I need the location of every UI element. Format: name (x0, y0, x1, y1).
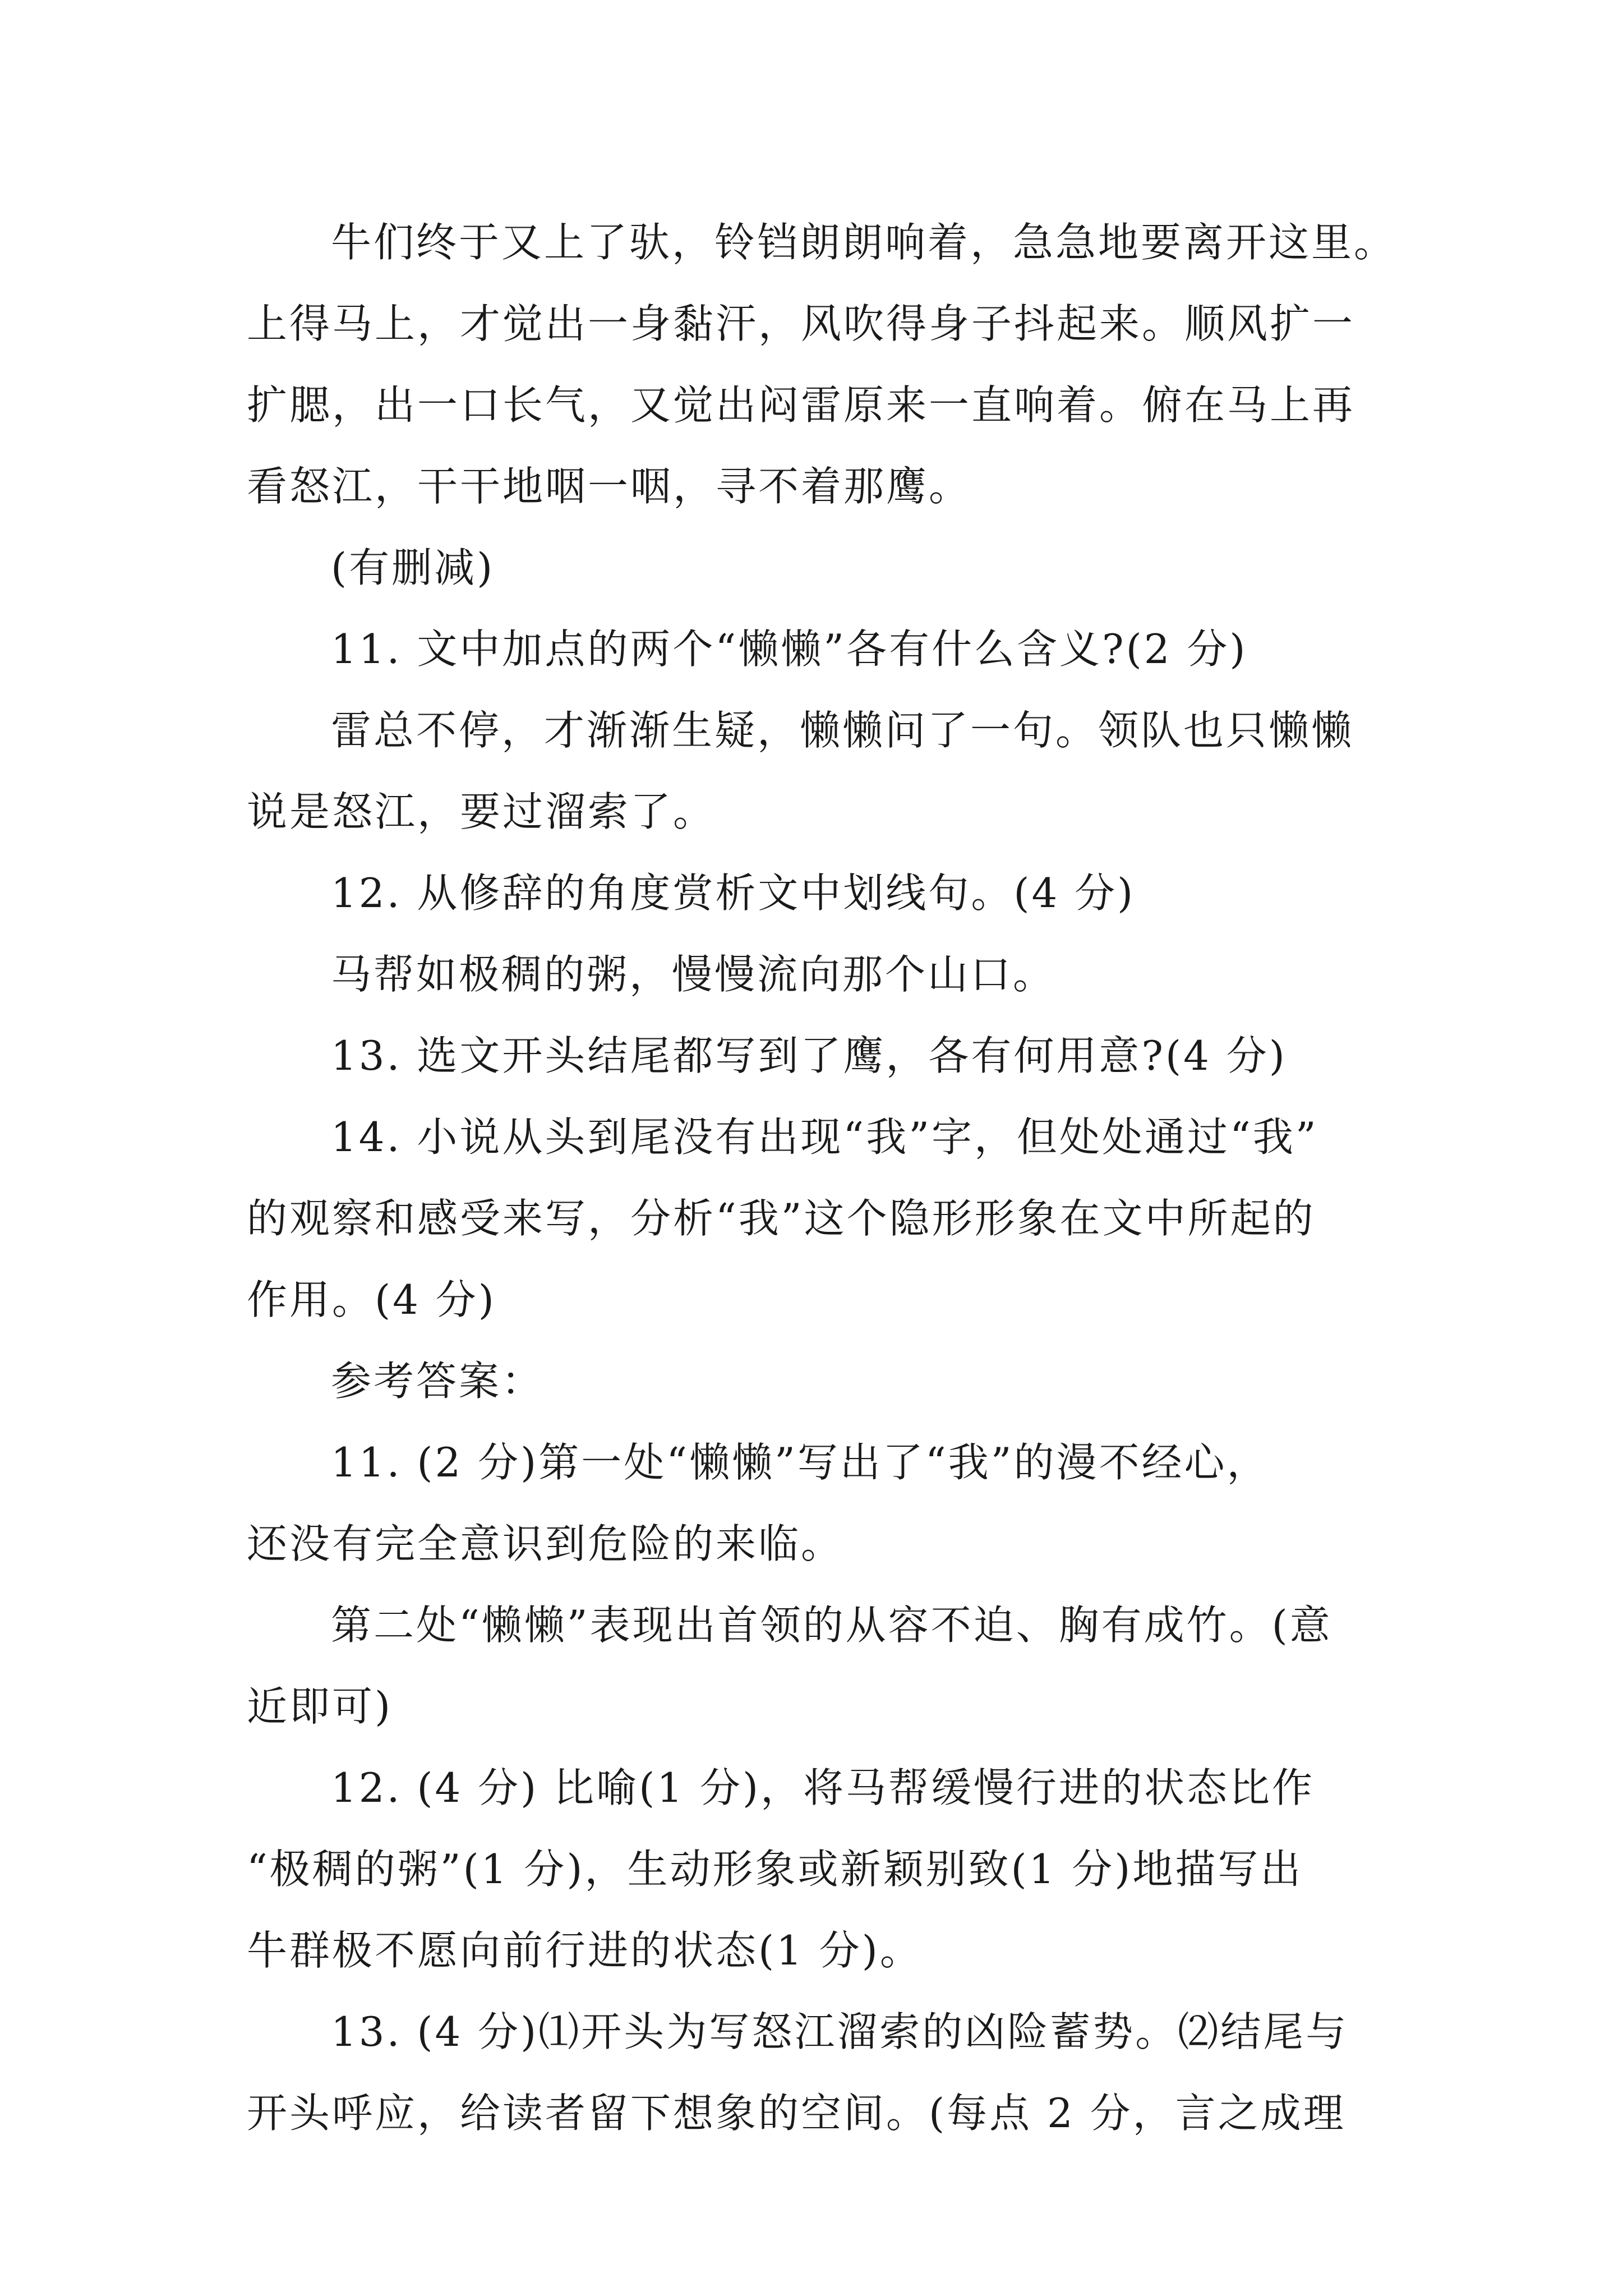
text-line: 还没有完全意识到危险的来临。 (247, 1520, 844, 1567)
text-line: 开头呼应，给读者留下想象的空间。(每点 2 分，言之成理 (247, 2090, 1346, 2137)
text-line: “极稠的粥”(1 分)，生动形象或新颖别致(1 分)地描写出 (247, 1846, 1303, 1893)
text-line: 12. 从修辞的角度赏析文中划线句。(4 分) (331, 869, 1136, 917)
text-line: 12. (4 分) 比喻(1 分)，将马帮缓慢行进的状态比作 (331, 1764, 1315, 1811)
text-line: 牛们终于又上了驮，铃铛朗朗响着，急急地要离开这里。 (331, 219, 1397, 266)
text-line: 上得马上，才觉出一身黏汗，风吹得身子抖起来。顺风扩一 (247, 300, 1355, 347)
text-line: 马帮如极稠的粥，慢慢流向那个山口。 (331, 951, 1056, 998)
text-line: 11. (2 分)第一处“懒懒”写出了“我”的漫不经心， (331, 1439, 1270, 1486)
text-line: 说是怒江，要过溜索了。 (247, 788, 716, 835)
text-line: 第二处“懒懒”表现出首领的从容不迫、胸有成竹。(意 (331, 1602, 1332, 1649)
text-line: 雷总不停，才渐渐生疑，懒懒问了一句。领队也只懒懒 (331, 707, 1354, 754)
text-line: 近即可) (247, 1683, 393, 1730)
text-line: 的观察和感受来写，分析“我”这个隐形形象在文中所起的 (247, 1195, 1316, 1242)
text-line: 11. 文中加点的两个“懒懒”各有什么含义?(2 分) (331, 625, 1248, 673)
text-line: 扩腮，出一口长气，又觉出闷雷原来一直响着。俯在马上再 (247, 381, 1355, 429)
text-line: 参考答案： (331, 1358, 545, 1405)
text-line: 14. 小说从头到尾没有出现“我”字，但处处通过“我” (331, 1114, 1318, 1161)
text-line: 13. 选文开头结尾都写到了鹰，各有何用意?(4 分) (331, 1032, 1287, 1079)
document-body (247, 202, 1397, 2154)
text-line: 作用。(4 分) (247, 1276, 496, 1323)
text-line: 牛群极不愿向前行进的状态(1 分)。 (247, 1927, 923, 1974)
text-line: 看怒江，干干地咽一咽，寻不着那鹰。 (247, 463, 972, 510)
text-line: (有删减) (331, 544, 495, 591)
text-line: 13. (4 分)⑴开头为写怒江溜索的凶险蓄势。⑵结尾与 (331, 2008, 1349, 2055)
